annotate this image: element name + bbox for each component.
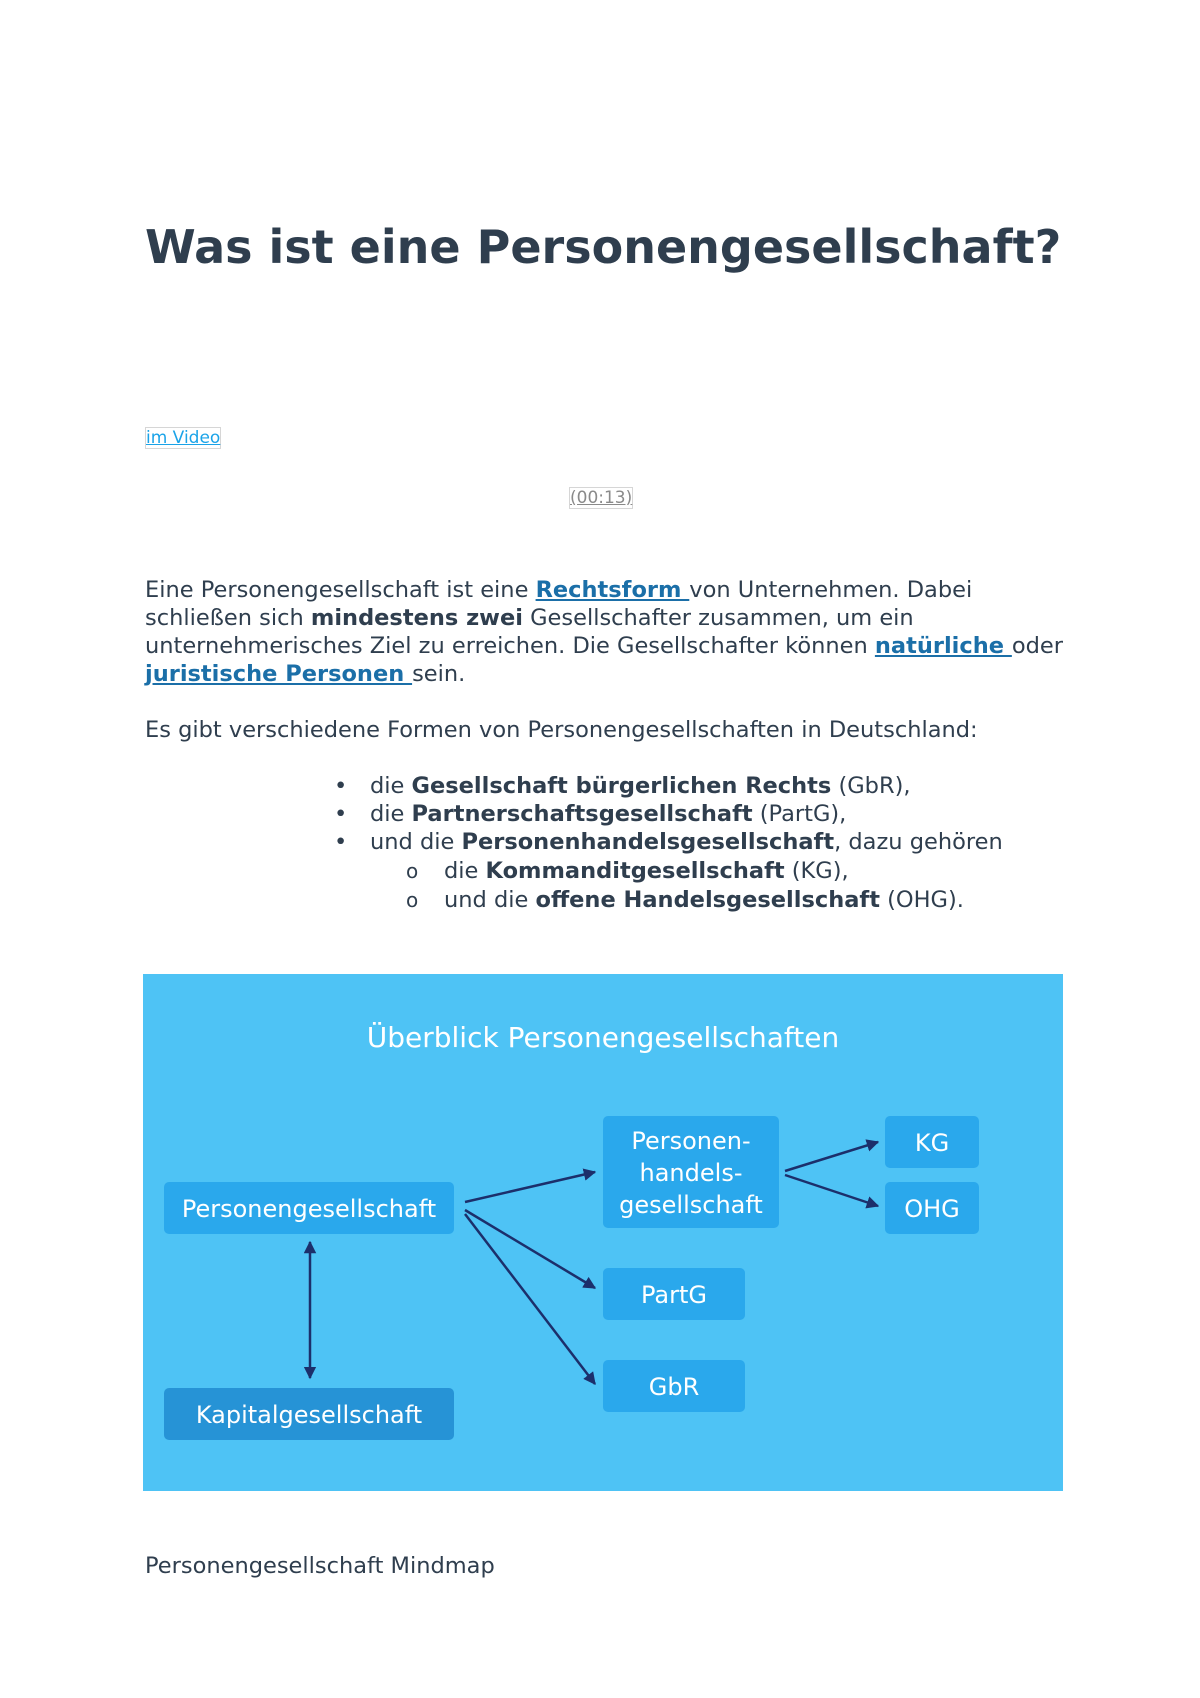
link-natuerliche-personen[interactable]: natürliche	[874, 633, 1012, 659]
intro-text-1: Eine Personengesellschaft ist eine	[145, 577, 536, 603]
forms-intro: Es gibt verschiedene Formen von Personengesellschaften in Deutschland:	[145, 717, 978, 743]
intro-text-3: Gesellschafter zusammen, um ein unternehmerisches Ziel zu erreichen. Die Gesellschafter können	[145, 605, 914, 659]
figure-caption: Personengesellschaft Mindmap	[145, 1553, 495, 1579]
intro-bold-min-two: mindestens zwei	[310, 605, 523, 631]
bullet-icon: •	[334, 801, 348, 827]
list-item	[334, 828, 1003, 857]
intro-text-4: oder	[1011, 633, 1063, 659]
node-kg: KG	[914, 1129, 950, 1157]
arrow-to-ohg	[785, 1175, 878, 1206]
intro-paragraph	[145, 576, 1075, 688]
link-juristische-personen[interactable]: juristische Personen	[145, 661, 413, 687]
page-title: Was ist eine Personengesellschaft?	[145, 220, 1062, 274]
bullet-icon: •	[334, 773, 348, 799]
intro-text-2: von Unternehmen. Dabei schließen sich	[145, 577, 973, 631]
list-item	[334, 800, 847, 829]
video-link[interactable]: im Video	[146, 428, 221, 448]
arrow-to-kg	[785, 1142, 878, 1171]
circle-bullet-icon: o	[406, 888, 419, 912]
list-item-pre: und die	[370, 829, 462, 855]
list-item-pre: die	[370, 773, 412, 799]
list-item-bold: Personenhandelsgesellschaft	[461, 829, 835, 855]
node-gbr: GbR	[648, 1373, 700, 1401]
list-item-post: (KG),	[784, 858, 849, 884]
node-personengesellschaft: Personengesellschaft	[181, 1195, 437, 1223]
arrow-to-gbr	[465, 1214, 595, 1384]
node-handels-line-3: gesellschaft	[619, 1191, 763, 1219]
node-partg: PartG	[641, 1281, 707, 1309]
link-rechtsform[interactable]: Rechtsform	[535, 577, 690, 603]
list-item-bold: Gesellschaft bürgerlichen Rechts	[411, 773, 832, 799]
bullet-icon: •	[334, 829, 348, 855]
list-item-post: (GbR),	[831, 773, 911, 799]
list-item-bold: offene Handelsgesellschaft	[535, 887, 880, 913]
list-item-bold: Partnerschaftsgesellschaft	[411, 801, 753, 827]
list-item-pre: die	[444, 858, 486, 884]
mindmap-figure	[143, 974, 1063, 1491]
mindmap-diagram	[143, 974, 1063, 1491]
arrow-to-partg	[465, 1210, 595, 1288]
list-item-post: (OHG).	[879, 887, 964, 913]
list-item-bold: Kommanditgesellschaft	[485, 858, 785, 884]
list-item-post: (PartG),	[752, 801, 847, 827]
node-kapitalgesellschaft: Kapitalgesellschaft	[195, 1401, 423, 1429]
list-item-pre: und die	[444, 887, 536, 913]
node-handels-line-2: handels-	[639, 1159, 743, 1187]
list-item-pre: die	[370, 801, 412, 827]
list-item-post: , dazu gehören	[834, 829, 1003, 855]
list-item	[334, 772, 911, 801]
sub-list-item	[406, 857, 849, 886]
intro-text-5: sein.	[412, 661, 466, 687]
circle-bullet-icon: o	[406, 859, 419, 883]
node-handels-line-1: Personen-	[631, 1127, 751, 1155]
figure-title: Überblick Personengesellschaften	[366, 1021, 840, 1054]
arrow-to-handels	[465, 1172, 595, 1202]
video-timestamp-link[interactable]: (00:13)	[570, 488, 633, 508]
sub-list-item	[406, 886, 964, 915]
node-ohg: OHG	[904, 1195, 960, 1223]
